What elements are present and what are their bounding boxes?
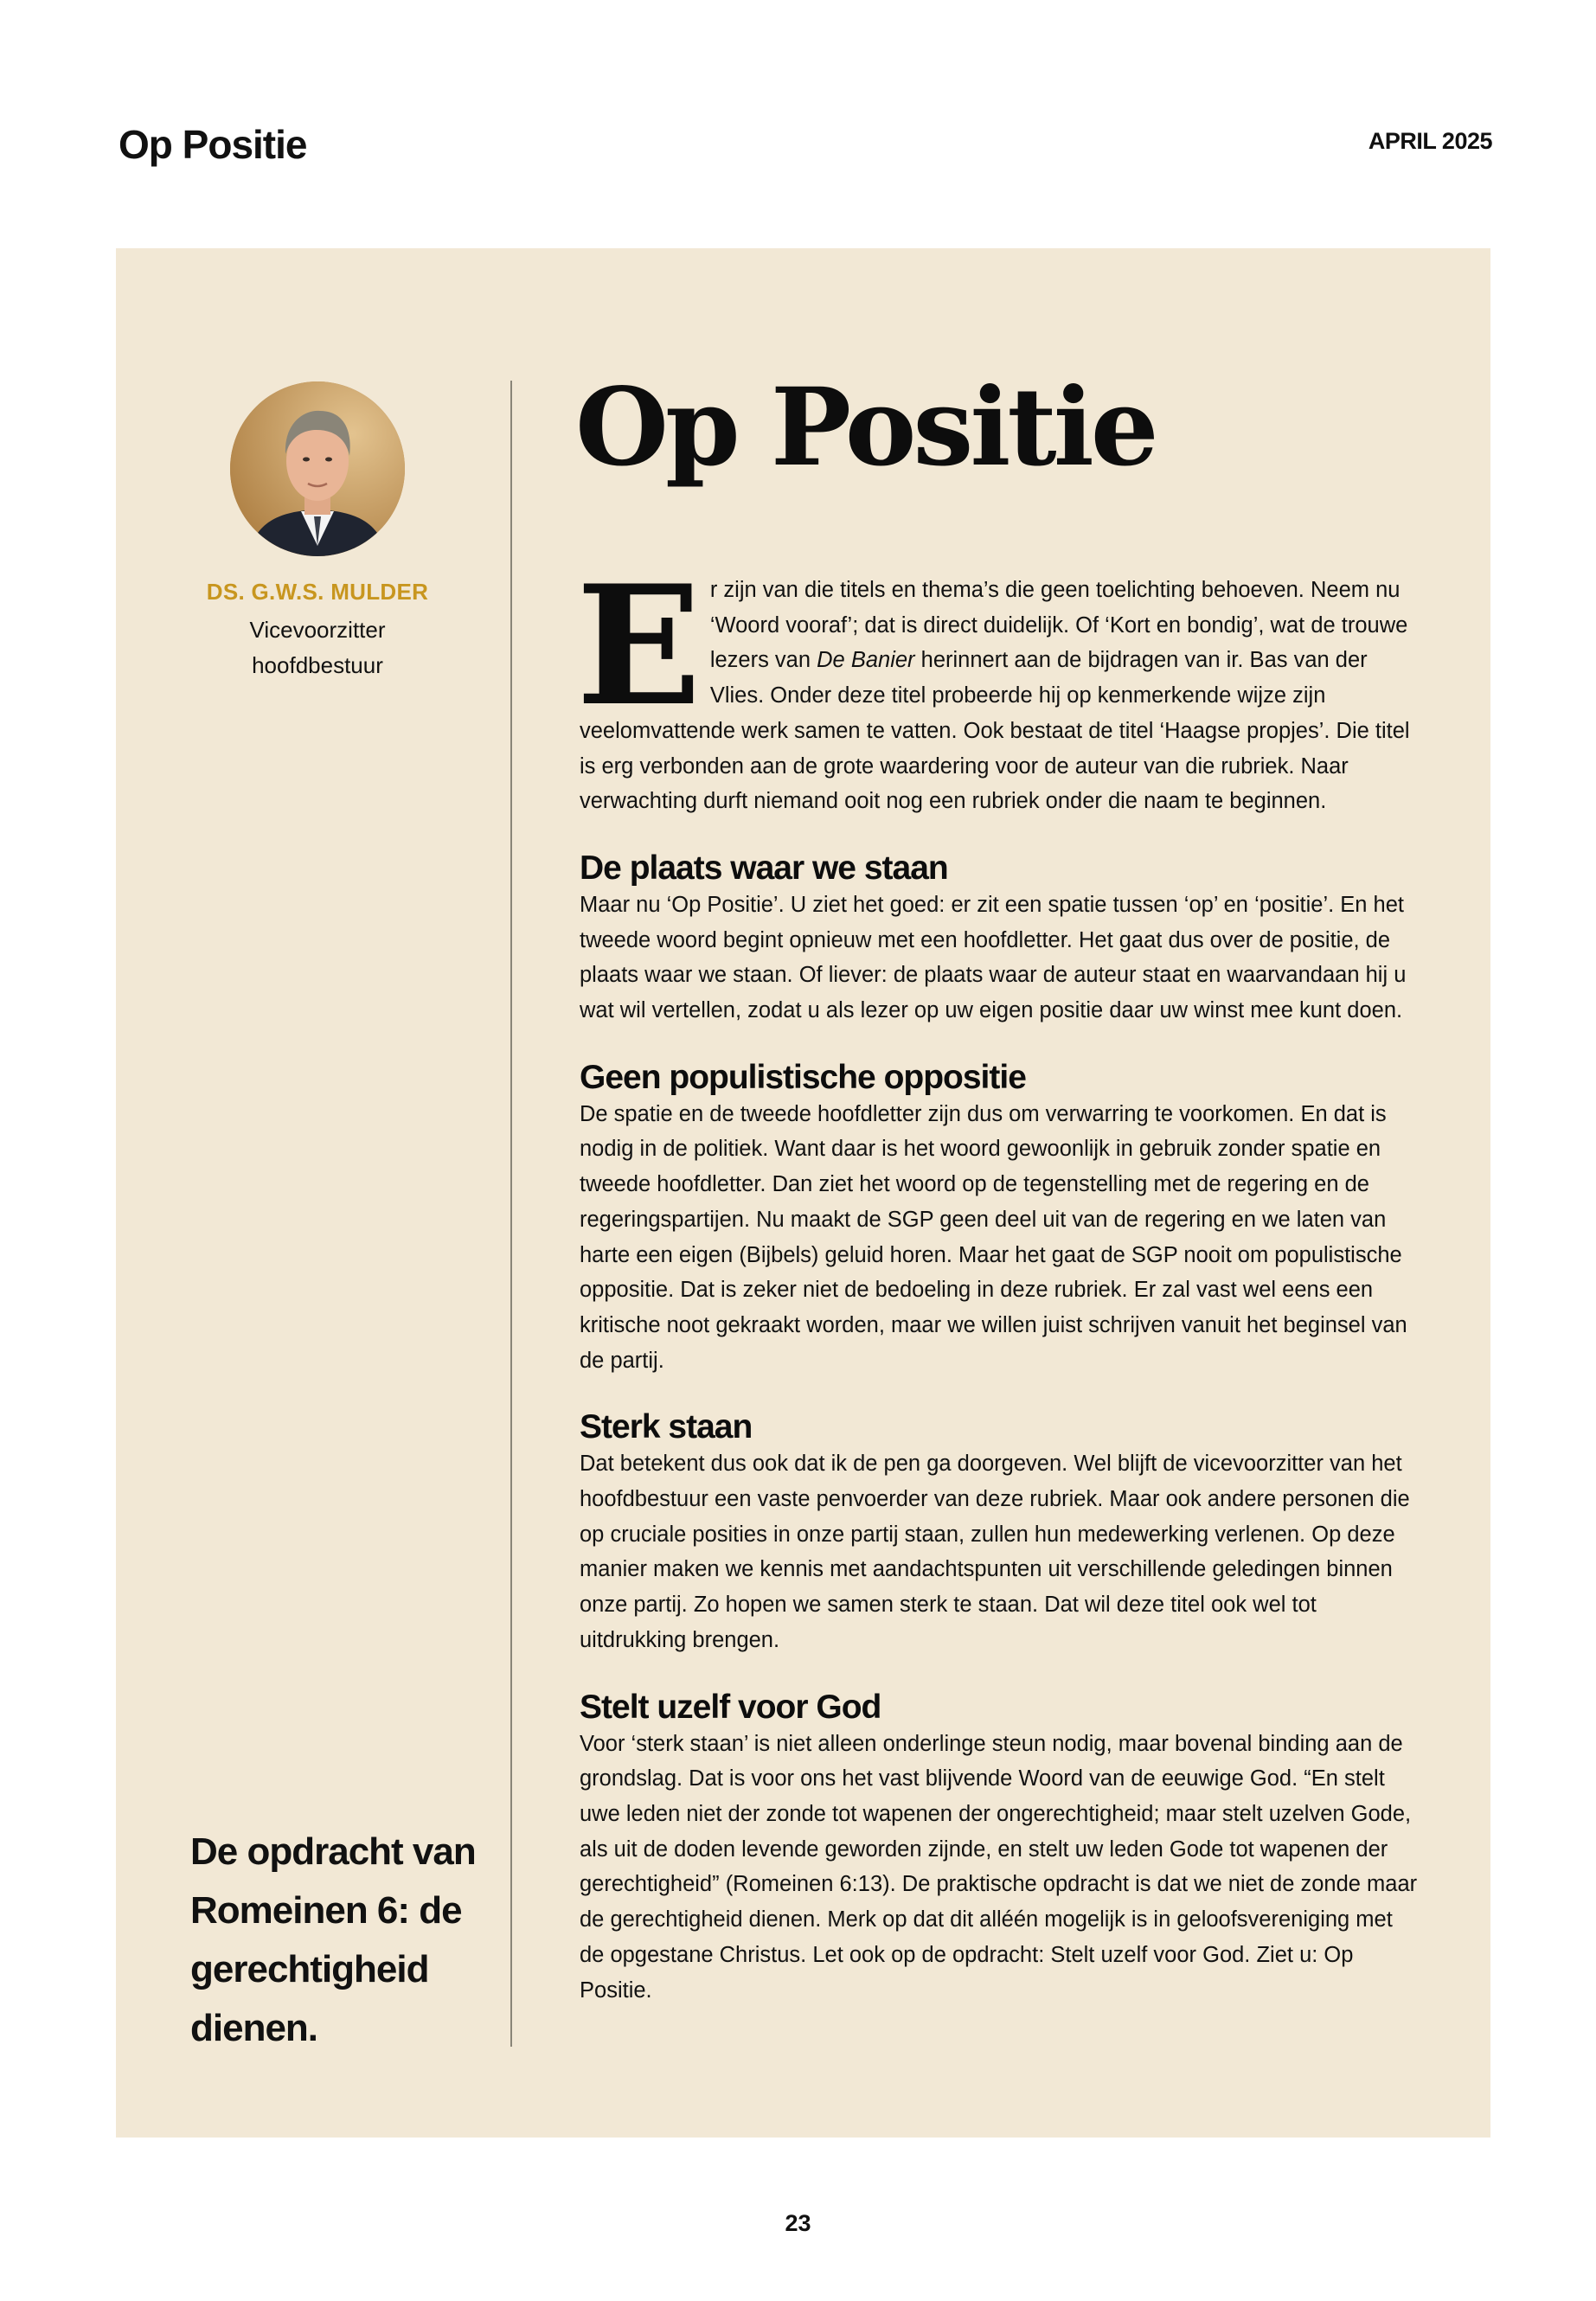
intro-text: r zijn van die titels en thema’s die geen toelichting behoeven. Neem nu ‘Woord vooraf’; dat is direct duidelijk. Of ‘Kort en bondig’, wat de trouwe lezers van — [709, 578, 1408, 673]
author-role-line: Vicevoorzitter — [249, 617, 386, 643]
section-heading: Sterk staan — [580, 1408, 753, 1446]
author-role — [144, 612, 490, 683]
section-paragraph: Dat betekent dus ook dat ik de pen ga doorgeven. Wel blijft de vicevoorzitter van het hoofdbestuur een vaste penvoerder van deze rubriek. Maar ook andere personen die op cruciale posities in onze partij staan, zullen hun medewerking verlenen. Op deze manier maken we kennis met aandachtspunten uit verschillende geledingen binnen onze partij. Zo hopen we samen sterk te staan. Dat wil deze titel ook wel tot uitdrukking brengen. — [580, 1452, 1410, 1652]
column-divider — [510, 381, 512, 2047]
section-heading: Geen populistische oppositie — [580, 1058, 1026, 1096]
section-paragraph: De spatie en de tweede hoofdletter zijn dus om verwarring te voorkomen. En dat is nodig in de politiek. Want daar is het woord gewoonlijk in gebruik zonder spatie en tweede hoofdletter. Dan ziet het woord op de tegenstelling met de regering en de regeringspartijen. Nu maakt de SGP geen deel uit van de regering en we laten van harte een eigen (Bijbels) geluid horen. Maar het gaat de SGP nooit om populistische oppositie. Dat is zeker niet de bedoeling in deze rubriek. Er zal vast wel eens een kritische noot gekraakt worden, maar we willen juist schrijven vanuit het beginsel van de partij. — [580, 1101, 1407, 1373]
author-portrait-icon — [230, 381, 405, 556]
intro-text-continued: herinnert aan de bijdragen van ir. Bas van der Vlies. Onder deze titel probeerde hij op kenmerkende wijze zijn veelomvattende werk samen te vatten. Ook bestaat de titel ‘Haagse propjes’. Die titel is erg verbonden aan de grote waardering voor de auteur van die rubriek. Naar verwachting durft niemand ooit nog een rubriek onder die naam te beginnen. — [580, 648, 1410, 814]
pull-quote: De opdracht van Romeinen 6: de gerechtigheid dienen. — [190, 1830, 476, 2049]
intro-emphasis: De Banier — [817, 648, 915, 673]
intro-paragraph — [576, 549, 1423, 819]
author-name: DS. G.W.S. MULDER — [206, 579, 429, 605]
article-body — [576, 549, 1423, 2008]
issue-date: APRIL 2025 — [1368, 128, 1492, 154]
article-title: Op Positie — [575, 365, 1156, 490]
author-role-line: hoofdbestuur — [252, 652, 383, 678]
section-paragraph: Maar nu ‘Op Positie’. U ziet het goed: er zit een spatie tussen ‘op’ en ‘positie’. En het tweede woord begint opnieuw met een hoofdletter. Het gaat dus over de positie, de plaats waar we staan. Of liever: de plaats waar de auteur staat en waarvandaan hij u wat wil vertellen, zodat u als lezer op uw eigen positie daar uw winst mee kunt doen. — [580, 892, 1407, 1023]
section-heading: Stelt uzelf voor God — [580, 1688, 881, 1726]
page-number: 23 — [785, 2210, 811, 2236]
running-header-title: Op Positie — [119, 122, 307, 167]
author-photo — [230, 381, 405, 556]
drop-cap: E — [576, 549, 702, 742]
section-heading: De plaats waar we staan — [580, 849, 948, 887]
section-paragraph: Voor ‘sterk staan’ is niet alleen onderlinge steun nodig, maar bovenal binding aan de grondslag. Dat is voor ons het vast blijvende Woord van de eeuwige God. “En stelt uwe leden niet der zonde tot wapenen der ongerechtigheid; maar stelt uzelven Gode, als uit de doden levende geworden zijnde, en stelt uw leden Gode tot wapenen der gerechtigheid” (Romeinen 6:13). De praktische opdracht is dat we niet de zonde maar de gerechtigheid dienen. Merk op dat dit alléén mogelijk is in geloofsvereniging met de opgestane Christus. Let ook op de opdracht: Stelt uzelf voor God. Ziet u: Op Positie. — [580, 1731, 1418, 2003]
